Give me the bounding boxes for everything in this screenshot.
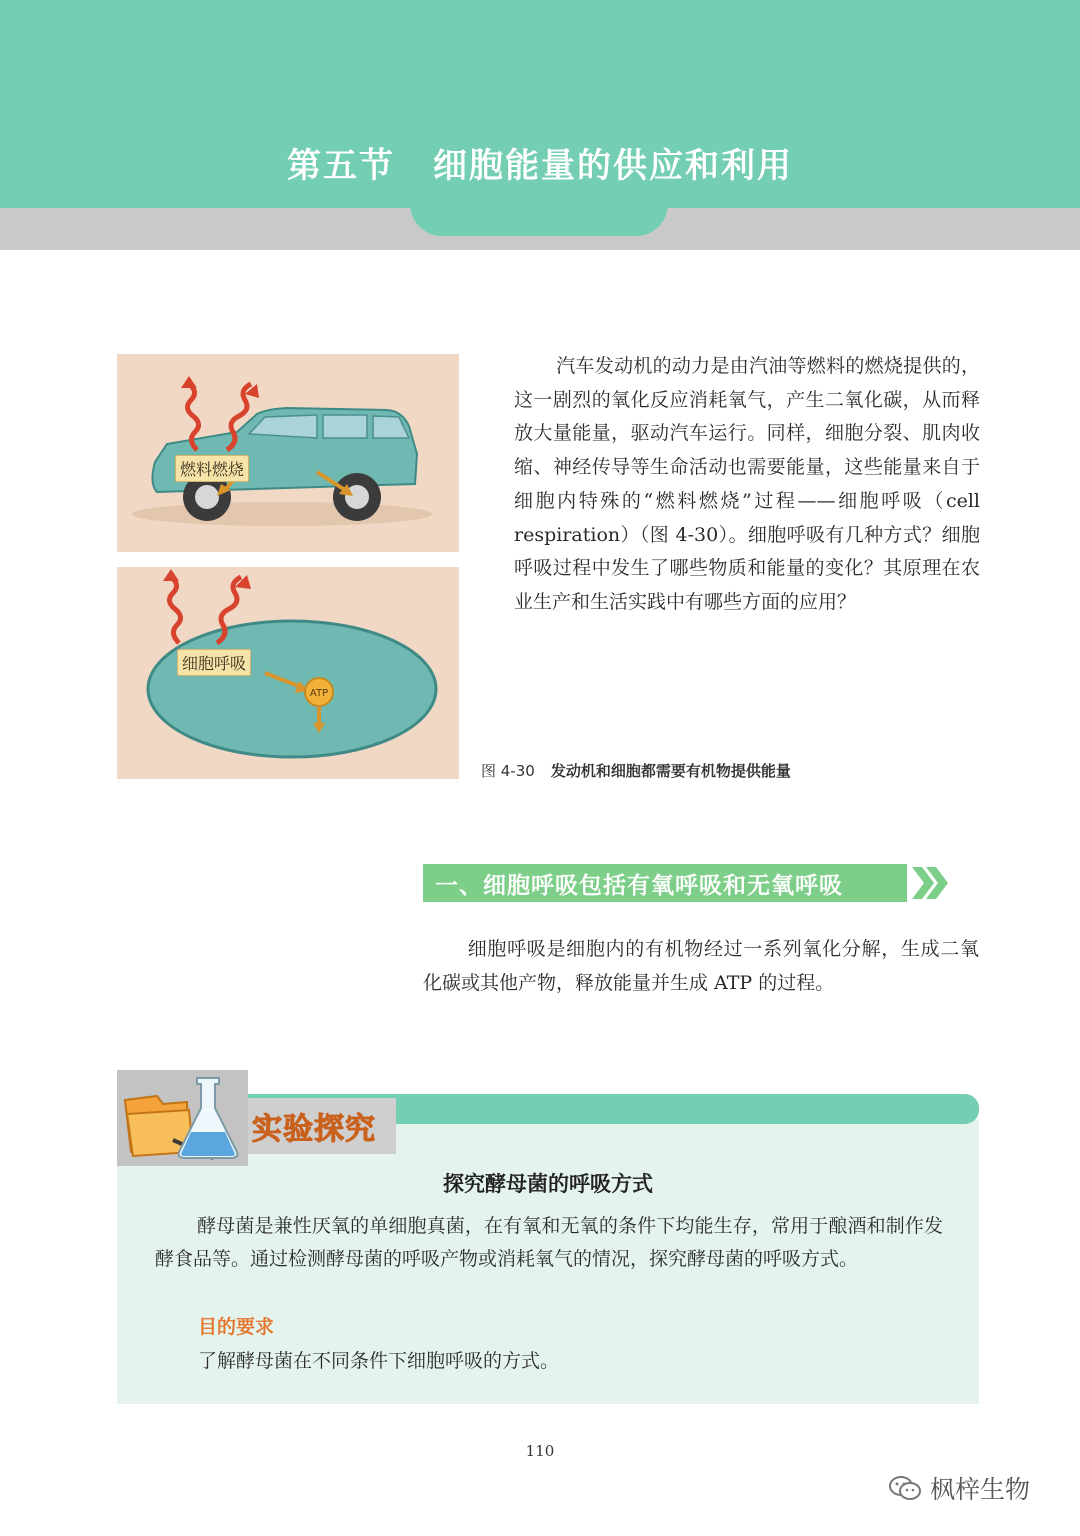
header-tab (410, 180, 668, 236)
experiment-label: 实验探究 (252, 1112, 376, 1147)
wechat-icon (888, 1474, 922, 1502)
section-heading: 一、细胞呼吸包括有氧呼吸和无氧呼吸 (435, 873, 843, 899)
intro-text: 汽车发动机的动力是由汽油等燃料的燃烧提供的，这一剧烈的氧化反应消耗氧气，产生二氧化碳，从而释放大量能量，驱动汽车运行。同样，细胞分裂、肌肉收缩、神经传导等生命活动也需要能量，这些能量来自于细胞内特殊的“燃料燃烧”过程——细胞呼吸（cell respiration）（图 4-30）。细胞呼吸有几种方式？细胞呼吸过程中发生了哪些物质和能量的变化？其原理在农业生产和生活实践中有哪些方面的应用？ (514, 355, 980, 613)
flask-icon (117, 1070, 248, 1166)
atp-label: ATP (309, 688, 329, 699)
experiment-icon-box (117, 1070, 248, 1166)
double-chevron-icon (910, 864, 950, 902)
section-paragraph (423, 932, 979, 1000)
experiment-paragraph (155, 1210, 943, 1276)
cell-illustration (117, 567, 459, 779)
figure-number: 图 4-30 (481, 762, 535, 780)
section-title: 细胞能量的供应和利用 (433, 146, 793, 186)
cell-respiration-label: 细胞呼吸 (177, 649, 251, 676)
intro-paragraph (514, 350, 980, 620)
fuel-burning-label: 燃料燃烧 (175, 455, 249, 482)
objective-text: 了解酵母菌在不同条件下细胞呼吸的方式。 (198, 1350, 560, 1372)
figure-caption-text: 发动机和细胞都需要有机物提供能量 (550, 762, 791, 780)
experiment-heading: 探究酵母菌的呼吸方式 (443, 1172, 653, 1196)
section-number: 第五节 (287, 146, 395, 186)
car-illustration (117, 354, 459, 552)
figure-caption (481, 760, 791, 781)
watermark (888, 1470, 1030, 1506)
page-title (0, 138, 1080, 187)
watermark-text: 枫梓生物 (930, 1475, 1031, 1504)
page-number: 110 (525, 1442, 555, 1460)
experiment-text: 酵母菌是兼性厌氧的单细胞真菌，在有氧和无氧的条件下均能生存，常用于酿酒和制作发酵食品等。通过检测酵母菌的呼吸产物或消耗氧气的情况，探究酵母菌的呼吸方式。 (155, 1215, 943, 1270)
objective-heading: 目的要求 (198, 1316, 275, 1338)
section-text: 细胞呼吸是细胞内的有机物经过一系列氧化分解，生成二氧化碳或其他产物，释放能量并生成 ATP 的过程。 (423, 938, 979, 994)
